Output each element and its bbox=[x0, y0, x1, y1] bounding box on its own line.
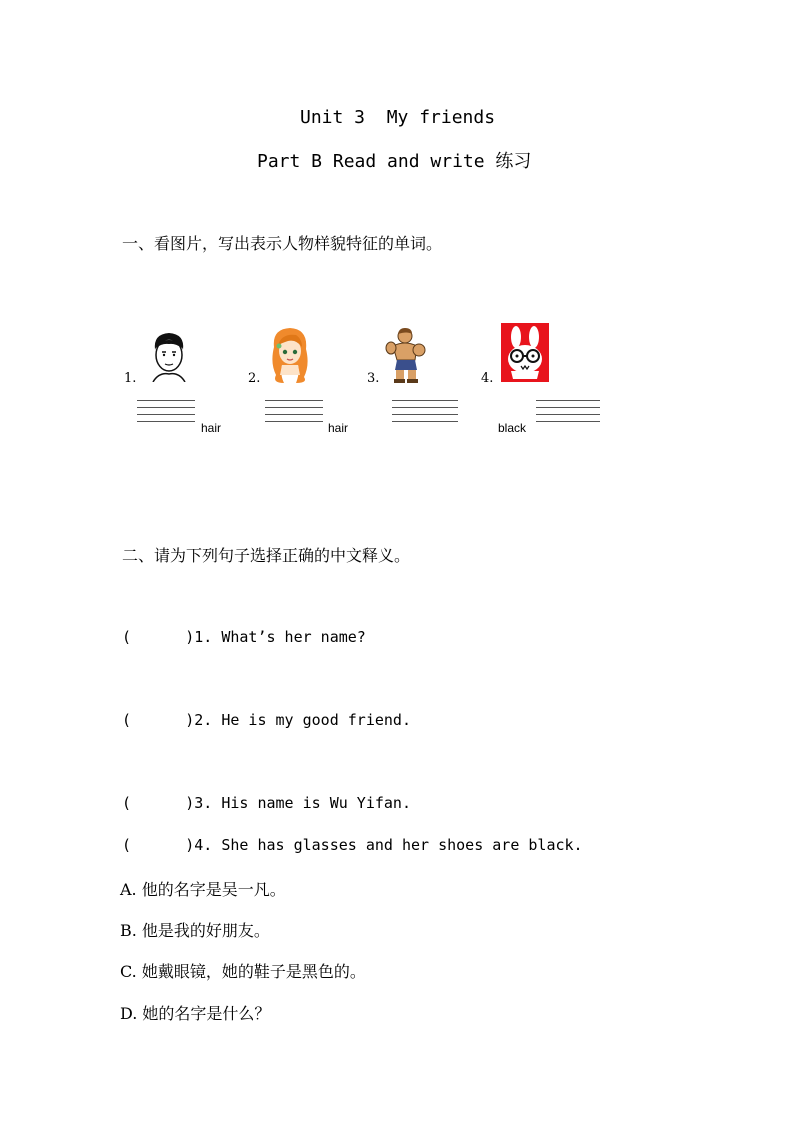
page-subtitle: Part B Read and write 练习 bbox=[257, 151, 532, 172]
answer-blank[interactable]: ( ) bbox=[122, 711, 195, 729]
item3-answer-lines[interactable] bbox=[392, 400, 458, 428]
question-text: 1. What’s her name? bbox=[194, 628, 366, 646]
question-3 bbox=[122, 794, 411, 812]
option-b: B. 他是我的好朋友。 bbox=[120, 921, 270, 940]
section2-heading: 二、请为下列句子选择正确的中文释义。 bbox=[122, 546, 411, 565]
item2-answer-lines[interactable] bbox=[265, 400, 323, 428]
strong-man-icon bbox=[385, 326, 429, 384]
boy-face-icon bbox=[145, 330, 193, 382]
option-a: A. 他的名字是吴一凡。 bbox=[120, 880, 286, 899]
answer-blank[interactable]: ( ) bbox=[122, 628, 195, 646]
page-title: Unit 3 My friends bbox=[300, 107, 496, 128]
item4-number: 4. bbox=[481, 371, 494, 386]
option-d: D. 她的名字是什么？ bbox=[120, 1004, 271, 1023]
item1-number: 1. bbox=[124, 371, 137, 386]
item3-number: 3. bbox=[367, 371, 380, 386]
question-text: 2. He is my good friend. bbox=[194, 711, 411, 729]
item2-number: 2. bbox=[248, 371, 261, 386]
option-c: C. 她戴眼镜，她的鞋子是黑色的。 bbox=[120, 962, 366, 981]
answer-blank[interactable]: ( ) bbox=[122, 836, 195, 854]
rabbit-glasses-icon bbox=[501, 323, 549, 382]
item2-word: hair bbox=[328, 421, 349, 435]
answer-blank[interactable]: ( ) bbox=[122, 794, 195, 812]
girl-long-hair-icon bbox=[266, 325, 314, 385]
question-1 bbox=[122, 628, 366, 646]
question-4 bbox=[122, 836, 583, 854]
item4-answer-lines[interactable] bbox=[536, 400, 600, 428]
question-2 bbox=[122, 711, 411, 729]
item1-answer-lines[interactable] bbox=[137, 400, 195, 428]
item4-word: black bbox=[498, 421, 527, 435]
item1-word: hair bbox=[201, 421, 222, 435]
question-text: 3. His name is Wu Yifan. bbox=[194, 794, 411, 812]
section1-heading: 一、看图片，写出表示人物样貌特征的单词。 bbox=[122, 234, 443, 253]
question-text: 4. She has glasses and her shoes are black. bbox=[194, 836, 583, 854]
